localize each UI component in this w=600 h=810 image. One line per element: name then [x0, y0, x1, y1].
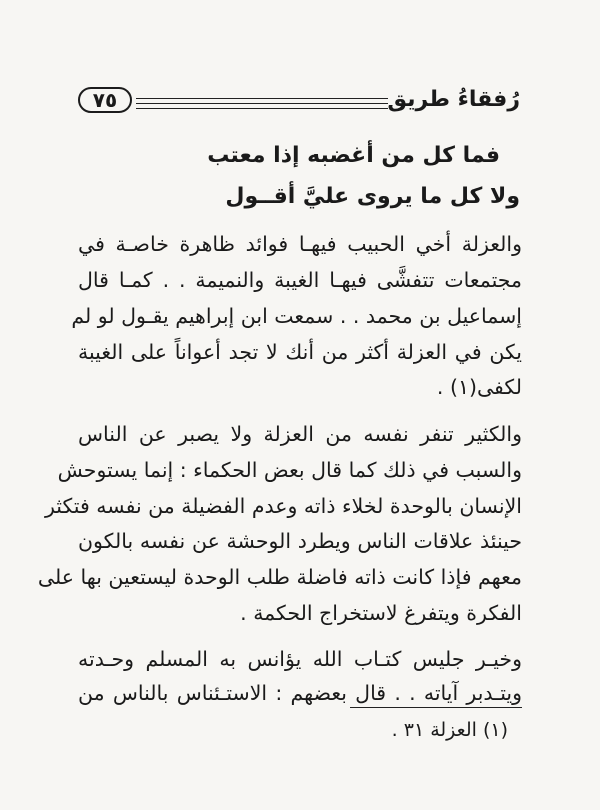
- footnote-divider: [350, 707, 522, 708]
- paragraph-line: والسبب في ذلك كما قال بعض الحكماء : إنما يستوحش: [57, 458, 522, 482]
- verse-line: فما كل من أغضبه إذا معتب: [207, 143, 500, 168]
- paragraph-line: الفكرة ويتفرغ لاستخراج الحكمة .: [240, 601, 522, 625]
- paragraph-line: يكن في العزلة أكثر من أنك لا تجد أعواناً على الغيبة: [78, 340, 522, 364]
- header-rule: [136, 108, 388, 109]
- running-header: [78, 82, 520, 122]
- paragraph-line: إسماعيل بن محمد . . سمعت ابن إبراهيم يقـول لو لم: [71, 304, 522, 328]
- header-rule: [136, 98, 388, 99]
- page-number-badge: ٧٥: [78, 87, 132, 113]
- paragraph-line: حينئذ علاقات الناس ويطرد الوحشة عن نفسه بالكون: [78, 529, 522, 553]
- paragraph-line: ويتـدبر آياته . . قال بعضهم : الاستـئناس بالناس من: [78, 681, 522, 705]
- paragraph-line: وخيـر جليس كتـاب الله يؤانس به المسلم وحـدته: [78, 647, 522, 671]
- footnote: (١) العزلة ٣١ .: [391, 719, 508, 741]
- header-rule: [136, 103, 388, 104]
- paragraph-line: معهم فإذا كانت ذاته فاضلة طلب الوحدة ليستعين بها على: [37, 565, 522, 589]
- paragraph-line: والعزلة أخي الحبيب فيهـا فوائد ظاهرة خاصـة في: [78, 232, 522, 256]
- paragraph-line: الإنسان بالوحدة لخلاء ذاته وعدم الفضيلة من نفسه فتكثر: [44, 494, 522, 518]
- verse-line: ولا كل ما يروى عليَّ أقــول: [225, 184, 520, 209]
- paragraph-line: والكثير تنفر نفسه من العزلة ولا يصبر عن الناس: [78, 422, 522, 446]
- running-title: رُفقاءُ طريق: [387, 87, 520, 112]
- paragraph-line: لكفى(١) .: [436, 375, 522, 399]
- paragraph-line: مجتمعات تتفشَّى فيهـا الغيبة والنميمة . . كمـا قال: [78, 268, 522, 292]
